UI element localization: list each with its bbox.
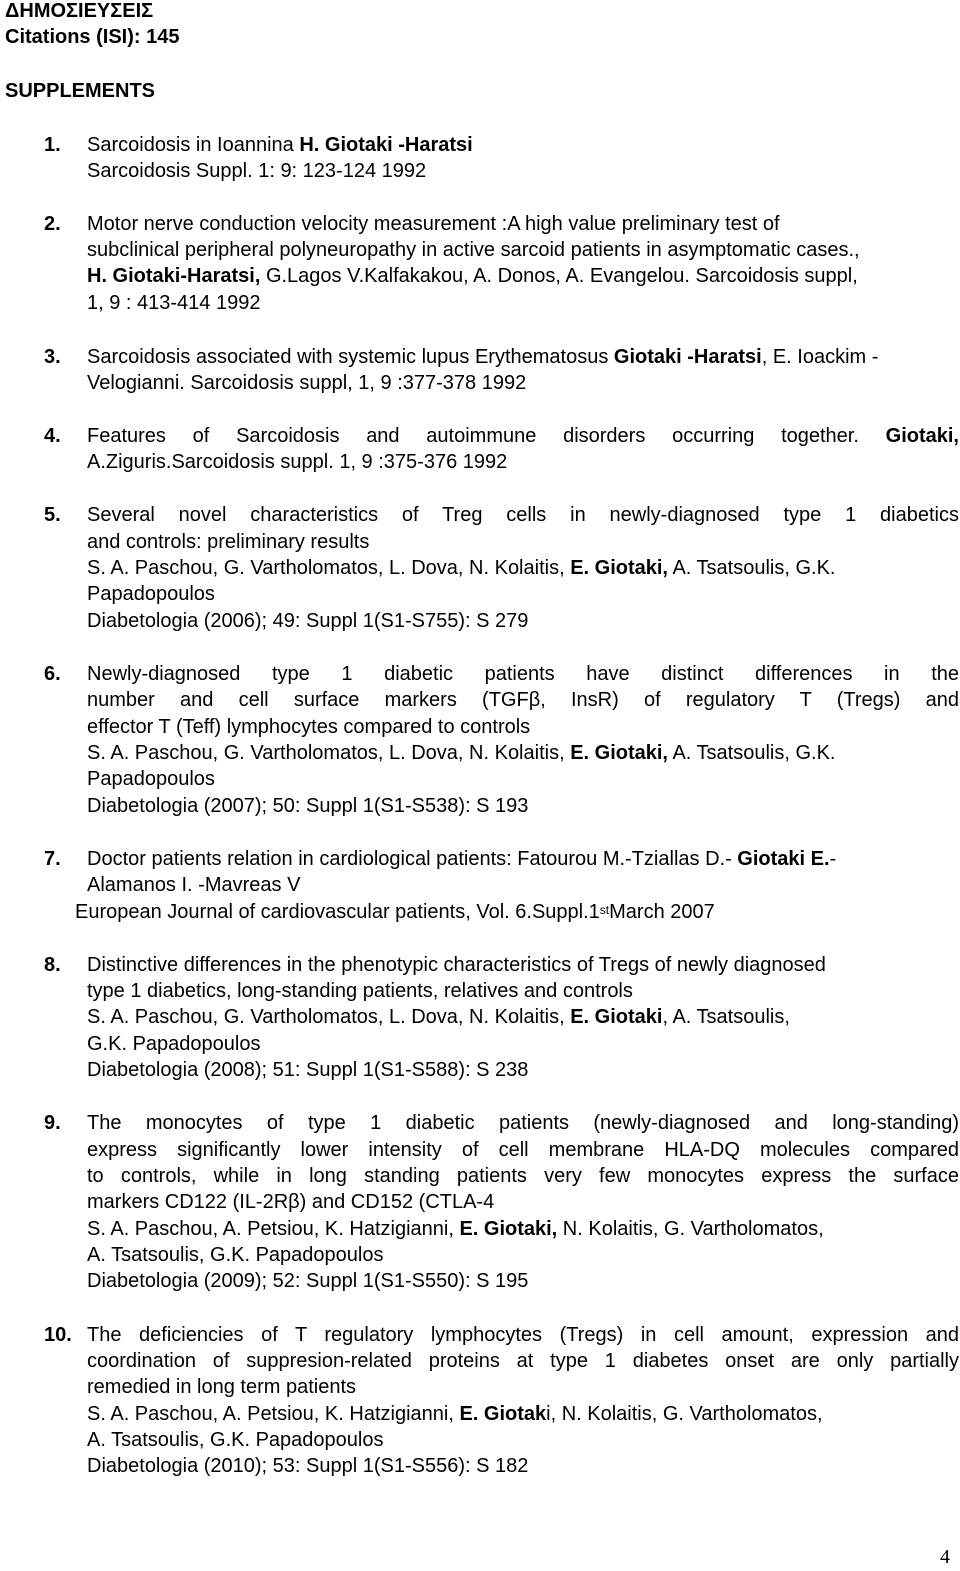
item-title-line: The monocytes of type 1 diabetic patients (newly-diagnosed and long-standing) [87, 1112, 959, 1134]
item-citation: Diabetologia (2010); 53: Suppl 1(S1-S556): S 182 [87, 1455, 529, 1477]
citations-count: Citations (ISI): 145 [5, 26, 180, 48]
item-title-line: express significantly lower intensity of cell membrane HLA-DQ molecules compared [87, 1139, 959, 1161]
item-title-line: Distinctive differences in the phenotypic characteristics of Tregs of newly diagnosed [87, 954, 826, 976]
item-authors: S. A. Paschou, A. Petsiou, K. Hatzigianni, E. Giotaki, N. Kolaitis, G. Vartholomatos, [87, 1218, 824, 1240]
item-authors: Papadopoulos [87, 583, 215, 605]
item-title: Sarcoidosis in Ioannina H. Giotaki -Haratsi [87, 134, 473, 156]
item-title-line: and controls: preliminary results [87, 531, 370, 553]
item-citation: European Journal of cardiovascular patients, Vol. 6.Suppl.1stMarch 2007 [75, 901, 715, 923]
item-citation: Diabetologia (2007); 50: Suppl 1(S1-S538): S 193 [87, 795, 529, 817]
item-number: 3. [44, 346, 61, 368]
item-authors: A. Tsatsoulis, G.K. Papadopoulos [87, 1244, 384, 1266]
item-title-line: effector T (Teff) lymphocytes compared to controls [87, 716, 531, 738]
item-title: Features of Sarcoidosis and autoimmune disorders occurring together. Giotaki, [87, 425, 959, 447]
item-authors: G.K. Papadopoulos [87, 1033, 261, 1055]
item-number: 9. [44, 1112, 61, 1134]
item-authors: S. A. Paschou, G. Vartholomatos, L. Dova, N. Kolaitis, E. Giotaki, A. Tsatsoulis, [87, 1006, 790, 1028]
item-number: 6. [44, 663, 61, 685]
item-title-line: to controls, while in long standing patients very few monocytes express the surface [87, 1165, 959, 1187]
item-title-line: type 1 diabetics, long-standing patients, relatives and controls [87, 980, 633, 1002]
item-number: 7. [44, 848, 61, 870]
item-number: 4. [44, 425, 61, 447]
item-title-line: subclinical peripheral polyneuropathy in active sarcoid patients in asymptomatic cases., [87, 239, 860, 261]
item-citation: Sarcoidosis Suppl. 1: 9: 123-124 1992 [87, 160, 427, 182]
item-authors: S. A. Paschou, G. Vartholomatos, L. Dova, N. Kolaitis, E. Giotaki, A. Tsatsoulis, G.K. [87, 557, 836, 579]
item-title-line: Several novel characteristics of Treg cells in newly-diagnosed type 1 diabetics [87, 504, 959, 526]
item-title-line: Motor nerve conduction velocity measurement :A high value preliminary test of [87, 213, 780, 235]
item-title-line: markers CD122 (IL-2Rβ) and CD152 (CTLA-4 [87, 1191, 495, 1213]
item-authors: A. Tsatsoulis, G.K. Papadopoulos [87, 1429, 384, 1451]
item-number: 5. [44, 504, 61, 526]
item-number: 2. [44, 213, 61, 235]
item-number: 10. [44, 1324, 72, 1346]
section-heading: SUPPLEMENTS [5, 80, 156, 102]
item-authors: S. A. Paschou, A. Petsiou, K. Hatzigianni, E. Giotaki, N. Kolaitis, G. Vartholomatos, [87, 1403, 823, 1425]
item-title-line: The deficiencies of T regulatory lymphocytes (Tregs) in cell amount, expression and [87, 1324, 959, 1346]
item-title: Sarcoidosis associated with systemic lupus Erythematosus Giotaki -Haratsi, E. Ioackim - [87, 346, 879, 368]
item-citation: Diabetologia (2009); 52: Suppl 1(S1-S550): S 195 [87, 1270, 529, 1292]
item-title-line: remedied in long term patients [87, 1376, 357, 1398]
item-number: 1. [44, 134, 61, 156]
page-title: ΔΗΜΟΣΙΕΥΣΕΙΣ [5, 0, 154, 22]
item-title: Doctor patients relation in cardiological patients: Fatourou M.-Tziallas D.- Giotaki E.- [87, 848, 837, 870]
item-authors: Alamanos I. -Mavreas V [87, 874, 301, 896]
item-citation: A.Ziguris.Sarcoidosis suppl. 1, 9 :375-376 1992 [87, 451, 508, 473]
item-citation: Diabetologia (2006); 49: Suppl 1(S1-S755): S 279 [87, 610, 529, 632]
item-number: 8. [44, 954, 61, 976]
item-citation: Diabetologia (2008); 51: Suppl 1(S1-S588): S 238 [87, 1059, 529, 1081]
item-citation: 1, 9 : 413-414 1992 [87, 292, 261, 314]
item-title-line: Newly-diagnosed type 1 diabetic patients have distinct differences in the [87, 663, 959, 685]
item-authors: H. Giotaki-Haratsi, G.Lagos V.Kalfakakou, A. Donos, A. Evangelou. Sarcoidosis suppl, [87, 265, 858, 287]
item-citation: Velogianni. Sarcoidosis suppl, 1, 9 :377-378 1992 [87, 372, 527, 394]
page-number: 4 [940, 1546, 950, 1568]
item-authors: S. A. Paschou, G. Vartholomatos, L. Dova, N. Kolaitis, E. Giotaki, A. Tsatsoulis, G.K. [87, 742, 836, 764]
item-title-line: coordination of suppresion-related proteins at type 1 diabetes onset are only partially [87, 1350, 959, 1372]
item-authors: Papadopoulos [87, 768, 215, 790]
item-title-line: number and cell surface markers (TGFβ, InsR) of regulatory T (Tregs) and [87, 689, 959, 711]
